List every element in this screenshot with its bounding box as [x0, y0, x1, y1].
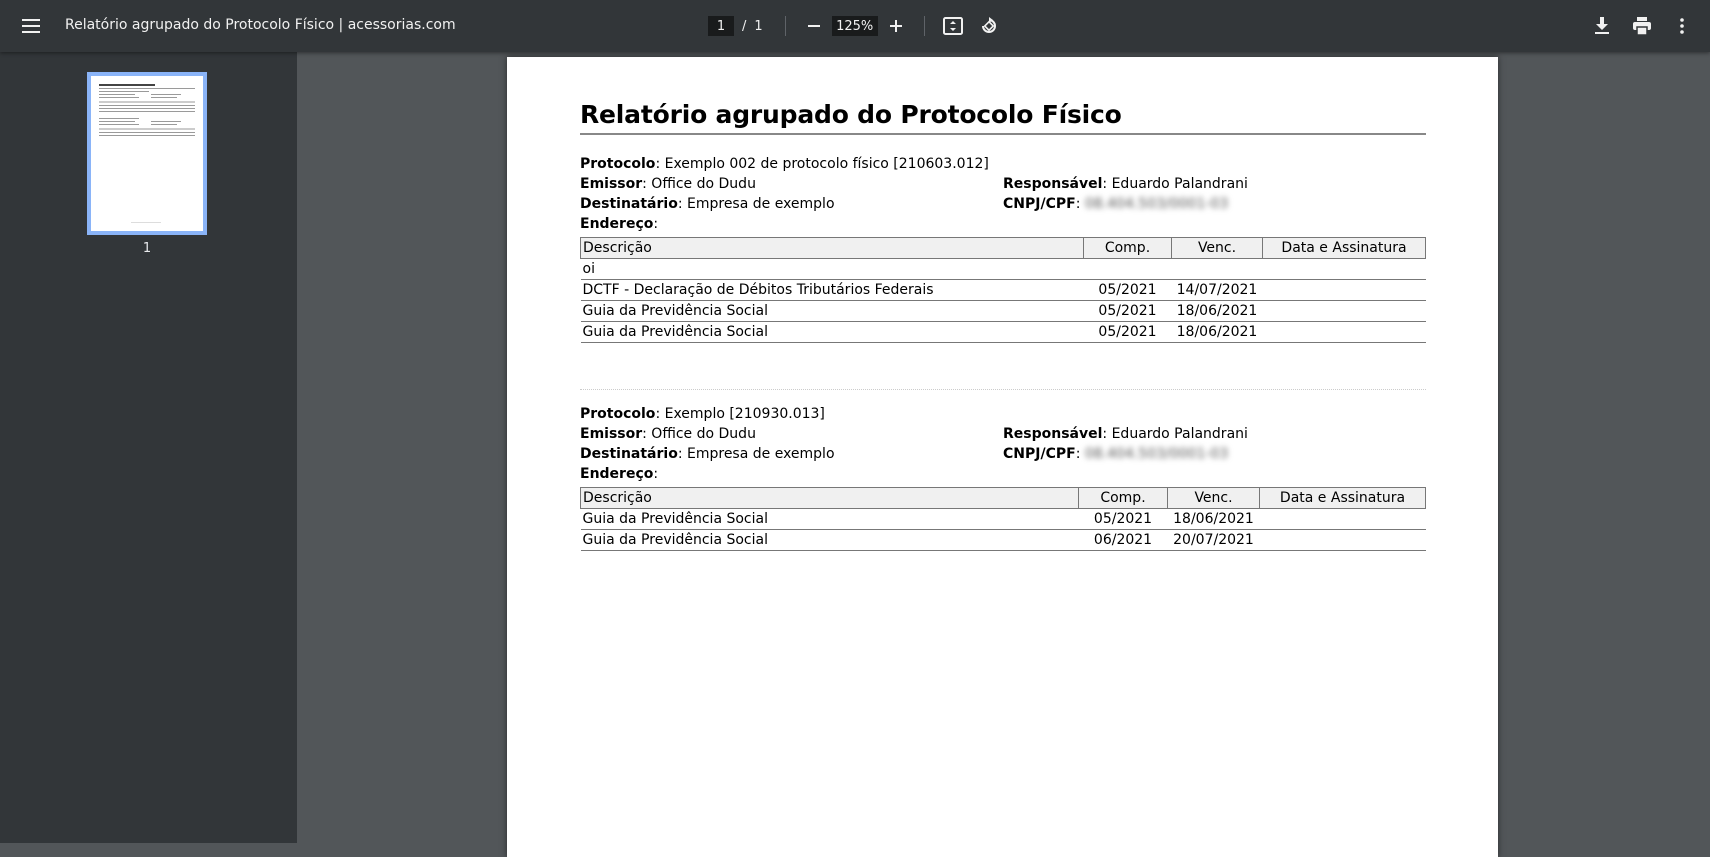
table-header	[581, 238, 1426, 259]
cell-desc: Guia da Previdência Social	[581, 509, 1079, 530]
cell-venc: 14/07/2021	[1172, 280, 1263, 301]
cell-venc: 20/07/2021	[1168, 530, 1260, 551]
document-title: Relatório agrupado do Protocolo Físico | acessorias.com	[65, 17, 456, 33]
cell-assinatura	[1263, 322, 1426, 343]
page-number-input[interactable]	[708, 16, 734, 36]
page-separator: /	[742, 18, 747, 34]
title-rule	[580, 133, 1426, 135]
cell-comp: 05/2021	[1084, 301, 1172, 322]
cell-assinatura	[1260, 509, 1426, 530]
cnpj-value: 08.404.503/0001-03	[1084, 196, 1229, 212]
print-button[interactable]	[1624, 8, 1660, 44]
table-row	[581, 322, 1426, 343]
cell-venc: 18/06/2021	[1168, 509, 1260, 530]
cell-comp: 05/2021	[1084, 322, 1172, 343]
right-controls	[1584, 8, 1700, 44]
download-icon	[1594, 17, 1610, 35]
divider	[785, 16, 786, 36]
col-assinatura: Data e Assinatura	[1263, 238, 1426, 259]
report-title: Relatório agrupado do Protocolo Físico	[580, 100, 1122, 129]
cell-desc: Guia da Previdência Social	[581, 301, 1084, 322]
protocolo-field: Protocolo: Exemplo 002 de protocolo físico [210603.012]	[580, 156, 989, 172]
responsavel-field: Responsável: Eduardo Palandrani	[1003, 176, 1248, 192]
section-separator	[580, 389, 1426, 390]
thumbnail-sidebar	[0, 52, 297, 843]
emissor-field: Emissor: Office do Dudu	[580, 176, 756, 192]
cell-desc: oi	[581, 259, 1084, 280]
cell-assinatura	[1263, 280, 1426, 301]
thumbnail-page-number: 1	[142, 241, 152, 256]
cnpj-field: CNPJ/CPF: 08.404.503/0001-03	[1003, 196, 1229, 212]
more-options-button[interactable]	[1664, 8, 1700, 44]
cell-assinatura	[1263, 259, 1426, 280]
cell-assinatura	[1260, 530, 1426, 551]
cell-desc: Guia da Previdência Social	[581, 530, 1079, 551]
items-table	[580, 237, 1426, 343]
endereco-field: Endereço:	[580, 466, 659, 482]
rotate-button[interactable]	[971, 8, 1007, 44]
table-row	[581, 509, 1426, 530]
menu-button[interactable]	[13, 8, 49, 44]
col-descricao: Descrição	[581, 488, 1079, 509]
col-descricao: Descrição	[581, 238, 1084, 259]
cell-desc: DCTF - Declaração de Débitos Tributários Federais	[581, 280, 1084, 301]
print-icon	[1632, 17, 1652, 35]
page-total: 1	[754, 18, 763, 34]
cell-venc: 18/06/2021	[1172, 301, 1263, 322]
download-button[interactable]	[1584, 8, 1620, 44]
divider	[924, 16, 925, 36]
zoom-input[interactable]	[832, 16, 878, 36]
cell-comp: 06/2021	[1079, 530, 1168, 551]
cell-comp: 05/2021	[1079, 509, 1168, 530]
menu-icon	[22, 19, 40, 33]
col-assinatura: Data e Assinatura	[1260, 488, 1426, 509]
cell-comp: 05/2021	[1084, 280, 1172, 301]
page-zoom-controls	[708, 8, 1007, 44]
rotate-icon	[980, 17, 998, 35]
protocolo-field: Protocolo: Exemplo [210930.013]	[580, 406, 825, 422]
cell-venc: 18/06/2021	[1172, 322, 1263, 343]
cell-comp	[1084, 259, 1172, 280]
cell-venc	[1172, 259, 1263, 280]
items-table	[580, 487, 1426, 551]
endereco-field: Endereço:	[580, 216, 659, 232]
table-row	[581, 301, 1426, 322]
table-row	[581, 280, 1426, 301]
col-venc: Venc.	[1168, 488, 1260, 509]
cnpj-value: 08.404.503/0001-03	[1084, 446, 1229, 462]
col-comp: Comp.	[1079, 488, 1168, 509]
more-icon	[1680, 18, 1684, 34]
cnpj-field: CNPJ/CPF: 08.404.503/0001-03	[1003, 446, 1229, 462]
pdf-page	[507, 57, 1498, 857]
col-venc: Venc.	[1172, 238, 1263, 259]
zoom-out-icon	[807, 19, 821, 33]
pdf-toolbar	[0, 0, 1710, 52]
table-row	[581, 259, 1426, 280]
table-row	[581, 530, 1426, 551]
zoom-in-icon	[889, 19, 903, 33]
responsavel-field: Responsável: Eduardo Palandrani	[1003, 426, 1248, 442]
emissor-field: Emissor: Office do Dudu	[580, 426, 756, 442]
table-header	[581, 488, 1426, 509]
fit-page-button[interactable]	[935, 8, 971, 44]
zoom-out-button[interactable]	[796, 8, 832, 44]
destinatario-field: Destinatário: Empresa de exemplo	[580, 446, 835, 462]
fit-page-icon	[943, 17, 963, 35]
cell-assinatura	[1263, 301, 1426, 322]
page-thumbnail[interactable]	[87, 72, 207, 235]
col-comp: Comp.	[1084, 238, 1172, 259]
zoom-in-button[interactable]	[878, 8, 914, 44]
destinatario-field: Destinatário: Empresa de exemplo	[580, 196, 835, 212]
cell-desc: Guia da Previdência Social	[581, 322, 1084, 343]
